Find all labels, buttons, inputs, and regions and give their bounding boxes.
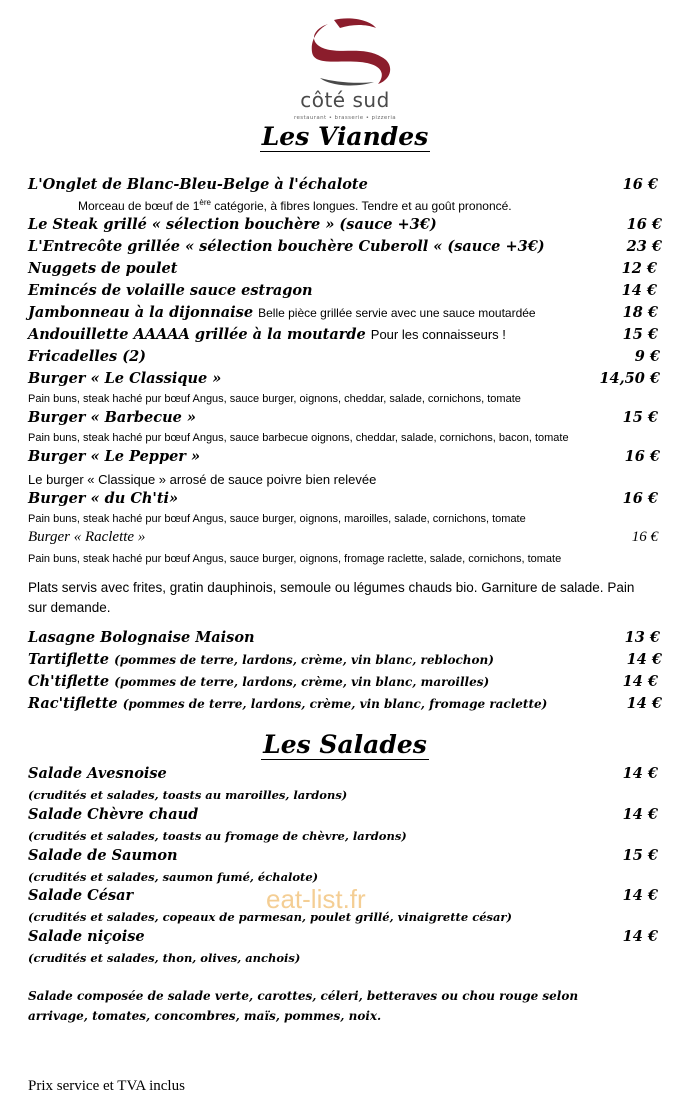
menu-item-name: Tartiflette <box>28 651 110 668</box>
menu-item-desc: Pain buns, steak haché pur bœuf Angus, sauce burger, oignons, cheddar, salade, cornichons, tomate <box>28 393 521 405</box>
menu-item-price: 14 € <box>626 651 662 668</box>
logo-name: côté sud <box>300 88 390 112</box>
menu-item-price: 23 € <box>626 238 662 255</box>
menu-item-price: 18 € <box>622 304 658 321</box>
menu-item-price: 12 € <box>621 260 657 277</box>
menu-item-name: Fricadelles (2) <box>28 348 147 365</box>
menu-item-price: 14 € <box>622 887 658 904</box>
menu-item-name: Andouillette AAAAA grillée à la moutarde <box>28 326 366 343</box>
menu-item-row <box>28 651 494 668</box>
menu-item-name: Salade niçoise <box>28 928 145 945</box>
menu-item-price: 14,50 € <box>599 370 660 387</box>
menu-item-row <box>28 326 506 343</box>
menu-item-desc: (crudités et salades, toasts au fromage de chèvre, lardons) <box>28 829 407 843</box>
menu-item-price: 15 € <box>622 847 658 864</box>
menu-item-desc: (pommes de terre, lardons, crème, vin blanc, fromage raclette) <box>122 697 548 711</box>
menu-item-name: Ch'tiflette <box>28 673 110 690</box>
menu-item-price: 16 € <box>622 490 658 507</box>
restaurant-logo <box>270 16 420 121</box>
menu-item-name: Salade César <box>28 887 134 904</box>
menu-item-price: 9 € <box>634 348 660 365</box>
menu-item-desc: Le burger « Classique » arrosé de sauce poivre bien relevée <box>28 472 377 487</box>
menu-item-name: L'Onglet de Blanc-Bleu-Belge à l'échalote <box>28 176 368 193</box>
menu-item-price: 15 € <box>622 409 658 426</box>
menu-item-price: 14 € <box>622 673 658 690</box>
watermark-text: eat-list.fr <box>266 884 366 914</box>
menu-item-desc: (crudités et salades, saumon fumé, échalote) <box>28 870 319 884</box>
logo-tagline: restaurant • brasserie • pizzeria <box>293 115 397 121</box>
menu-item-price: 14 € <box>621 282 657 299</box>
menu-item-name: L'Entrecôte grillée « sélection bouchère Cuberoll « (sauce +3€) <box>28 238 545 255</box>
menu-item-desc: (crudités et salades, toasts au maroilles, lardons) <box>28 788 348 802</box>
menu-item-row <box>28 673 489 690</box>
menu-item-name: Salade Avesnoise <box>28 765 167 782</box>
menu-item-price: 15 € <box>622 326 658 343</box>
menu-item-desc: Pour les connaisseurs ! <box>370 327 506 342</box>
menu-item-price: 16 € <box>624 448 660 465</box>
menu-item-desc: (crudités et salades, thon, olives, anchois) <box>28 951 301 965</box>
menu-item-name: Rac'tiflette <box>28 695 118 712</box>
menu-item-price: 13 € <box>624 629 660 646</box>
menu-item-desc: (pommes de terre, lardons, crème, vin blanc, maroilles) <box>114 675 490 689</box>
menu-item-name: Burger « Raclette » <box>28 529 146 545</box>
menu-item-name: Salade Chèvre chaud <box>28 806 199 823</box>
menu-item-price: 14 € <box>622 806 658 823</box>
menu-item-name: Le Steak grillé « sélection bouchère » (sauce +3€) <box>28 216 437 233</box>
menu-item-name: Lasagne Bolognaise Maison <box>28 629 255 646</box>
menu-item-desc: Pain buns, steak haché pur bœuf Angus, sauce burger, oignons, fromage raclette, salade, cornichons, tomate <box>28 553 562 565</box>
menu-item-desc: Pain buns, steak haché pur bœuf Angus, sauce barbecue oignons, cheddar, salade, cornichons, bacon, tomate <box>28 432 569 444</box>
menu-item-name: Nuggets de poulet <box>28 260 178 277</box>
menu-item-price: 16 € <box>622 176 658 193</box>
menu-item-desc: (pommes de terre, lardons, crème, vin blanc, reblochon) <box>114 653 494 667</box>
menu-item-name: Burger « Barbecue » <box>28 409 196 426</box>
salade-note: Salade composée de salade verte, carottes, céleri, betteraves ou chou rouge selon arrivage, tomates, concombres, maïs, pommes, noix. <box>28 989 579 1023</box>
menu-item-price: 16 € <box>626 216 662 233</box>
menu-item-desc: Belle pièce grillée servie avec une sauce moutardée <box>258 306 536 320</box>
menu-item-row <box>28 304 536 321</box>
menu-note: Plats servis avec frites, gratin dauphinois, semoule ou légumes chauds bio. Garniture de salade. Pain sur demande. <box>28 580 635 615</box>
menu-item-name: Burger « Le Pepper » <box>28 448 201 465</box>
menu-item-name: Jambonneau à la dijonnaise <box>28 304 254 321</box>
section-title-viandes: Les Viandes <box>261 122 429 151</box>
menu-item-desc: Morceau de bœuf de 1ère catégorie, à fibres longues. Tendre et au goût prononcé. <box>78 198 512 213</box>
menu-item-price: 14 € <box>622 765 658 782</box>
menu-item-desc: Pain buns, steak haché pur bœuf Angus, sauce burger, oignons, maroilles, salade, cornichons, tomate <box>28 513 526 525</box>
section-title-salades: Les Salades <box>263 730 427 759</box>
menu-item-price: 14 € <box>622 928 658 945</box>
footer-note: Prix service et TVA inclus <box>28 1078 185 1094</box>
menu-item-name: Emincés de volaille sauce estragon <box>28 282 313 299</box>
menu-item-price: 16 € <box>631 529 658 545</box>
menu-item-desc: (crudités et salades, copeaux de parmesan, poulet grillé, vinaigrette césar) <box>28 910 512 924</box>
menu-item-price: 14 € <box>626 695 662 712</box>
menu-item-name: Burger « du Ch'ti» <box>28 490 179 507</box>
menu-item-name: Burger « Le Classique » <box>28 370 222 387</box>
menu-item-name: Salade de Saumon <box>28 847 178 864</box>
logo-swirl-icon <box>290 16 400 88</box>
menu-item-row <box>28 695 547 712</box>
